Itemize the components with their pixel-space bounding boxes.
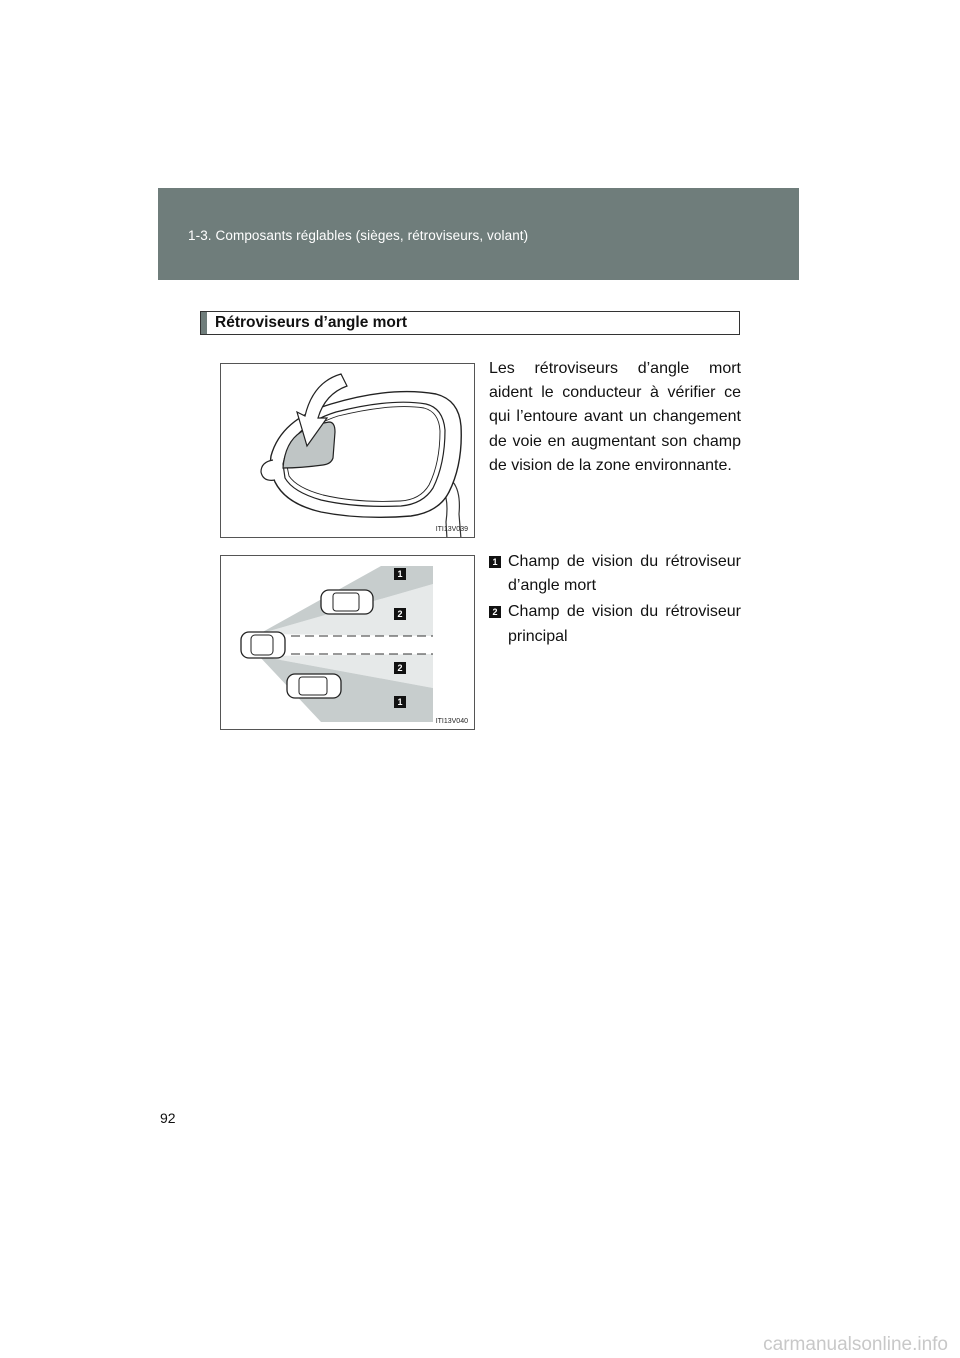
page-number: 92 bbox=[160, 1110, 176, 1126]
description-paragraph: Les rétroviseurs d’angle mort aident le conducteur à vérifier ce qui l’entoure avant un changement de voie en augmentant son champ de vision de la zone environnante. bbox=[489, 360, 741, 474]
figure-label-1-upper: 1 bbox=[394, 568, 406, 580]
legend-text: Champ de vision du rétroviseur d’angle mort bbox=[508, 553, 741, 595]
section-heading bbox=[200, 311, 740, 335]
field-of-view-diagram bbox=[221, 556, 475, 730]
section-title: Rétroviseurs d’angle mort bbox=[215, 314, 408, 331]
figure-code: ITI13V040 bbox=[435, 718, 468, 725]
chapter-breadcrumb: 1-3. Composants réglables (sièges, rétroviseurs, volant) bbox=[188, 228, 529, 243]
figure-label-1-lower: 1 bbox=[394, 696, 406, 708]
chapter-header-band bbox=[158, 188, 799, 280]
figure-label-2-upper: 2 bbox=[394, 608, 406, 620]
legend-text: Champ de vision du rétroviseur principal bbox=[508, 603, 741, 645]
watermark-text: carmanualsonline.info bbox=[763, 1334, 948, 1355]
figure-code: ITI13V039 bbox=[435, 526, 468, 533]
figure-mirror bbox=[220, 363, 475, 538]
legend-item-blind-spot bbox=[489, 550, 741, 598]
figure-label-2-lower: 2 bbox=[394, 662, 406, 674]
figure-legend bbox=[489, 550, 741, 651]
legend-number-badge: 2 bbox=[489, 606, 501, 618]
figure-field-of-view bbox=[220, 555, 475, 730]
mirror-illustration bbox=[221, 364, 475, 538]
legend-number-badge: 1 bbox=[489, 556, 501, 568]
section-heading-marker bbox=[201, 312, 207, 334]
legend-item-main-mirror bbox=[489, 600, 741, 648]
